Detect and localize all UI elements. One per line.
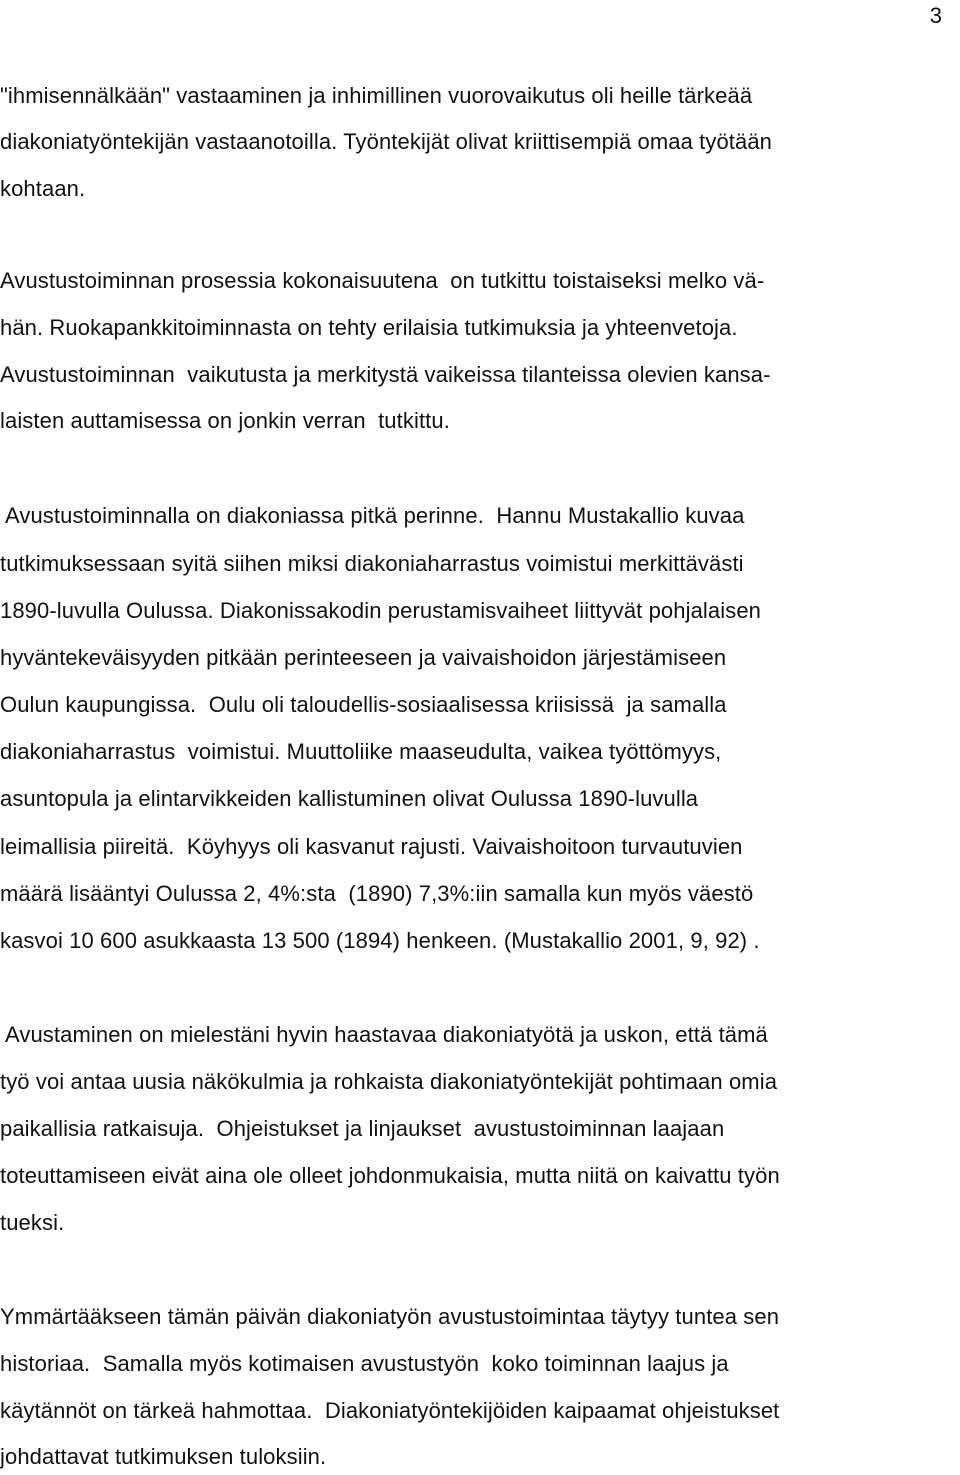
text-line: Avustustoiminnan prosessia kokonaisuutena on tutkittu toistaiseksi melko vä- xyxy=(0,268,765,293)
text-line: tutkimuksessaan syitä siihen miksi diakoniaharrastus voimistui merkittävästi xyxy=(0,551,744,576)
text-line: käytännöt on tärkeä hahmottaa. Diakoniatyöntekijöiden kaipaamat ohjeistukset xyxy=(0,1398,780,1423)
text-line: hän. Ruokapankkitoiminnasta on tehty erilaisia tutkimuksia ja yhteenvetoja. xyxy=(0,315,738,340)
text-line: Ymmärtääkseen tämän päivän diakoniatyön avustustoimintaa täytyy tuntea sen xyxy=(0,1304,780,1329)
text-line: Oulun kaupungissa. Oulu oli taloudellis-sosiaalisessa kriisissä ja samalla xyxy=(0,692,727,717)
text-line: "ihmisennälkään" vastaaminen ja inhimillinen vuorovaikutus oli heille tärkeää xyxy=(0,83,753,108)
text-line: laisten auttamisessa on jonkin verran tutkittu. xyxy=(0,408,450,433)
text-line: asuntopula ja elintarvikkeiden kallistuminen olivat Oulussa 1890-luvulla xyxy=(0,786,699,811)
text-line: hyväntekeväisyyden pitkään perinteeseen ja vaivaishoidon järjestämiseen xyxy=(0,645,727,670)
text-line: johdattavat tutkimuksen tuloksiin. xyxy=(0,1444,327,1469)
text-line: diakoniaharrastus voimistui. Muuttoliike maaseudulta, vaikea työttömyys, xyxy=(0,739,722,764)
text-line: leimallisia piireitä. Köyhyys oli kasvanut rajusti. Vaivaishoitoon turvautuvien xyxy=(0,834,743,859)
page-number: 3 xyxy=(929,3,942,28)
text-line: Avustaminen on mielestäni hyvin haastavaa diakoniatyötä ja uskon, että tämä xyxy=(0,1022,768,1047)
text-line: kohtaan. xyxy=(0,176,86,201)
text-line: diakoniatyöntekijän vastaanotoilla. Työntekijät olivat kriittisempiä omaa työtään xyxy=(0,129,773,154)
text-line: Avustustoiminnan vaikutusta ja merkitystä vaikeissa tilanteissa olevien kansa- xyxy=(0,362,771,387)
text-line: tueksi. xyxy=(0,1210,65,1235)
text-line: paikallisia ratkaisuja. Ohjeistukset ja linjaukset avustustoiminnan laajaan xyxy=(0,1116,725,1141)
text-line: historiaa. Samalla myös kotimaisen avustustyön koko toiminnan laajus ja xyxy=(0,1351,729,1376)
text-line: määrä lisääntyi Oulussa 2, 4%:sta (1890) 7,3%:iin samalla kun myös väestö xyxy=(0,881,754,906)
text-line: kasvoi 10 600 asukkaasta 13 500 (1894) henkeen. (Mustakallio 2001, 9, 92) . xyxy=(0,928,760,953)
text-line: Avustustoiminnalla on diakoniassa pitkä perinne. Hannu Mustakallio kuvaa xyxy=(0,503,745,528)
text-line: 1890-luvulla Oulussa. Diakonissakodin perustamisvaiheet liittyvät pohjalaisen xyxy=(0,598,761,623)
text-line: toteuttamiseen eivät aina ole olleet johdonmukaisia, mutta niitä on kaivattu työn xyxy=(0,1163,780,1188)
text-line: työ voi antaa uusia näkökulmia ja rohkaista diakoniatyöntekijät pohtimaan omia xyxy=(0,1069,778,1094)
